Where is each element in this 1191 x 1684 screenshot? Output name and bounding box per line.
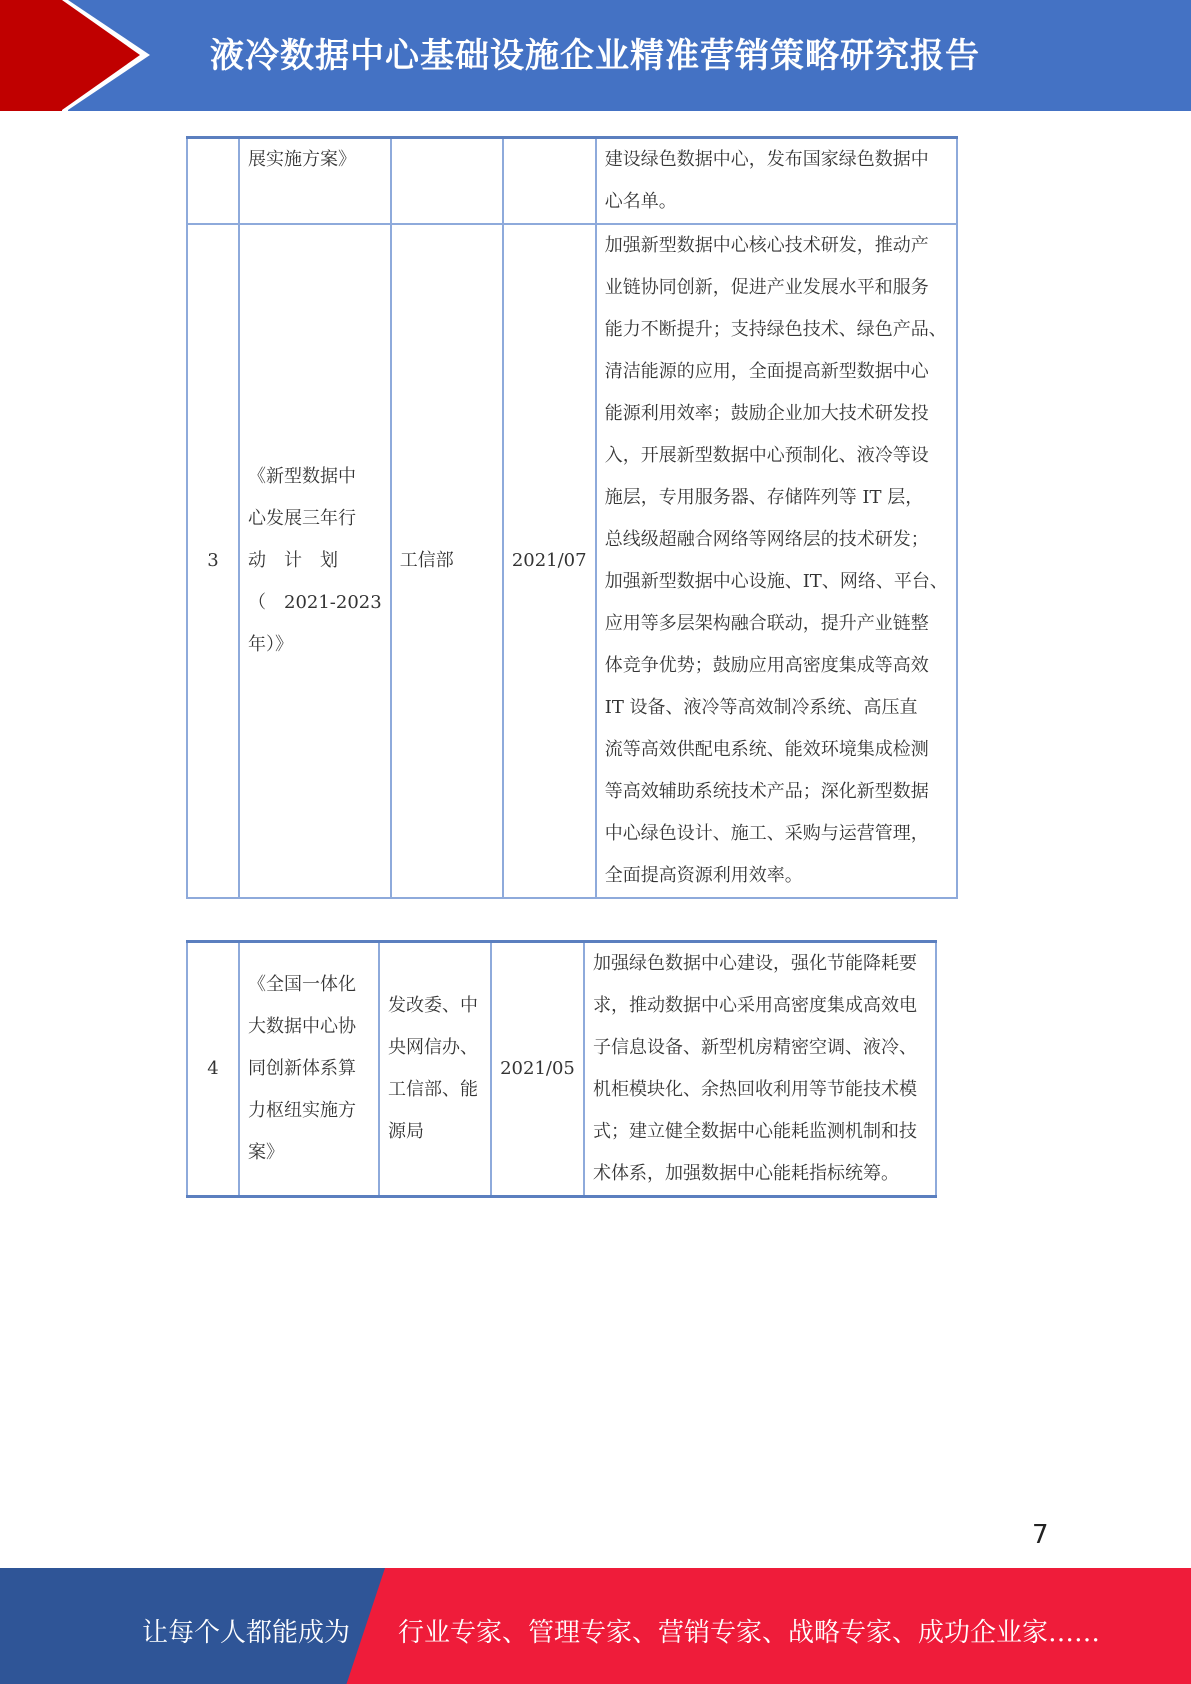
policy-name-line: 动 计 划 (248, 550, 338, 571)
page-header (0, 0, 1191, 111)
policy-name-line: 《全国一体化 (248, 974, 356, 995)
description-line: 能源利用效率；鼓励企业加大技术研发投 (604, 403, 929, 424)
issue-date: 2021/07 (503, 224, 596, 898)
policy-name (239, 224, 391, 898)
policy-name-line: 展实施方案》 (248, 149, 356, 170)
row-number: 4 (187, 942, 239, 1197)
issuing-department: 工信部 (391, 224, 503, 898)
description-line: 应用等多层架构融合联动，提升产业链整 (604, 613, 929, 634)
description-line: 机柜模块化、余热回收利用等节能技术模 (593, 1079, 917, 1100)
description-line: 业链协同创新，促进产业发展水平和服务 (604, 277, 929, 298)
policy-name-line: 案》 (248, 1142, 284, 1163)
description-line: 施层，专用服务器、存储阵列等 IT 层， (604, 487, 924, 508)
department-line: 发改委、中 (388, 995, 478, 1016)
description-line: IT 设备、液冷等高效制冷系统、高压直 (604, 697, 918, 718)
description-line: 加强绿色数据中心建设，强化节能降耗要 (593, 953, 917, 974)
row-number (187, 138, 239, 225)
policy-table-part1 (186, 136, 958, 899)
description-line: 加强新型数据中心设施、IT、网络、平台、 (604, 571, 948, 592)
page-footer (0, 1568, 1191, 1684)
department-line: 工信部、能 (388, 1079, 478, 1100)
description-line: 入，开展新型数据中心预制化、液冷等设 (604, 445, 929, 466)
header-red-chevron-tip (62, 0, 140, 110)
description-line: 式；建立健全数据中心能耗监测机制和技 (593, 1121, 917, 1142)
description-line: 全面提高资源利用效率。 (604, 865, 803, 886)
policy-description (584, 942, 936, 1197)
description-line: 能力不断提升；支持绿色技术、绿色产品、 (604, 319, 947, 340)
description-line: 加强新型数据中心核心技术研发，推动产 (604, 235, 929, 256)
footer-slogan-left: 让每个人都能成为 (142, 1618, 351, 1648)
description-line: 术体系，加强数据中心能耗指标统筹。 (593, 1163, 899, 1184)
policy-name-line: 同创新体系算 (248, 1058, 356, 1079)
description-line: 体竞争优势；鼓励应用高密度集成等高效 (604, 655, 929, 676)
table-row (187, 224, 957, 898)
description-line: 清洁能源的应用，全面提高新型数据中心 (604, 361, 929, 382)
description-line: 总线级超融合网络等网络层的技术研发； (604, 529, 929, 550)
page-number: 7 (1032, 1520, 1049, 1550)
policy-name (239, 138, 391, 225)
table-row (187, 138, 957, 225)
policy-name-line: 心发展三年行 (248, 508, 356, 529)
issue-date (503, 138, 596, 225)
policy-name (239, 942, 379, 1197)
description-line: 流等高效供配电系统、能效环境集成检测 (604, 739, 929, 760)
table-row (187, 942, 936, 1197)
policy-name-line: （ 2021-2023 (248, 592, 382, 613)
header-red-chevron (0, 0, 62, 111)
policy-description (596, 138, 957, 225)
footer-slogan-right: 行业专家、管理专家、营销专家、战略专家、成功企业家…… (398, 1618, 1101, 1648)
page-title: 液冷数据中心基础设施企业精准营销策略研究报告 (210, 36, 980, 76)
description-line: 心名单。 (604, 191, 677, 212)
policy-name-line: 年）》 (248, 634, 293, 655)
issuing-department (379, 942, 491, 1197)
policy-table-part2 (186, 940, 937, 1198)
policy-name-line: 《新型数据中 (248, 466, 356, 487)
description-line: 中心绿色设计、施工、采购与运营管理， (604, 823, 929, 844)
description-line: 等高效辅助系统技术产品；深化新型数据 (604, 781, 929, 802)
policy-name-line: 力枢纽实施方 (248, 1100, 356, 1121)
policy-name-line: 大数据中心协 (248, 1016, 356, 1037)
row-number: 3 (187, 224, 239, 898)
department-line: 央网信办、 (388, 1037, 478, 1058)
description-line: 子信息设备、新型机房精密空调、液冷、 (593, 1037, 917, 1058)
policy-description (596, 224, 957, 898)
department-line: 源局 (388, 1121, 424, 1142)
issuing-department (391, 138, 503, 225)
issue-date: 2021/05 (491, 942, 584, 1197)
description-line: 建设绿色数据中心，发布国家绿色数据中 (604, 149, 929, 170)
description-line: 求，推动数据中心采用高密度集成高效电 (593, 995, 917, 1016)
